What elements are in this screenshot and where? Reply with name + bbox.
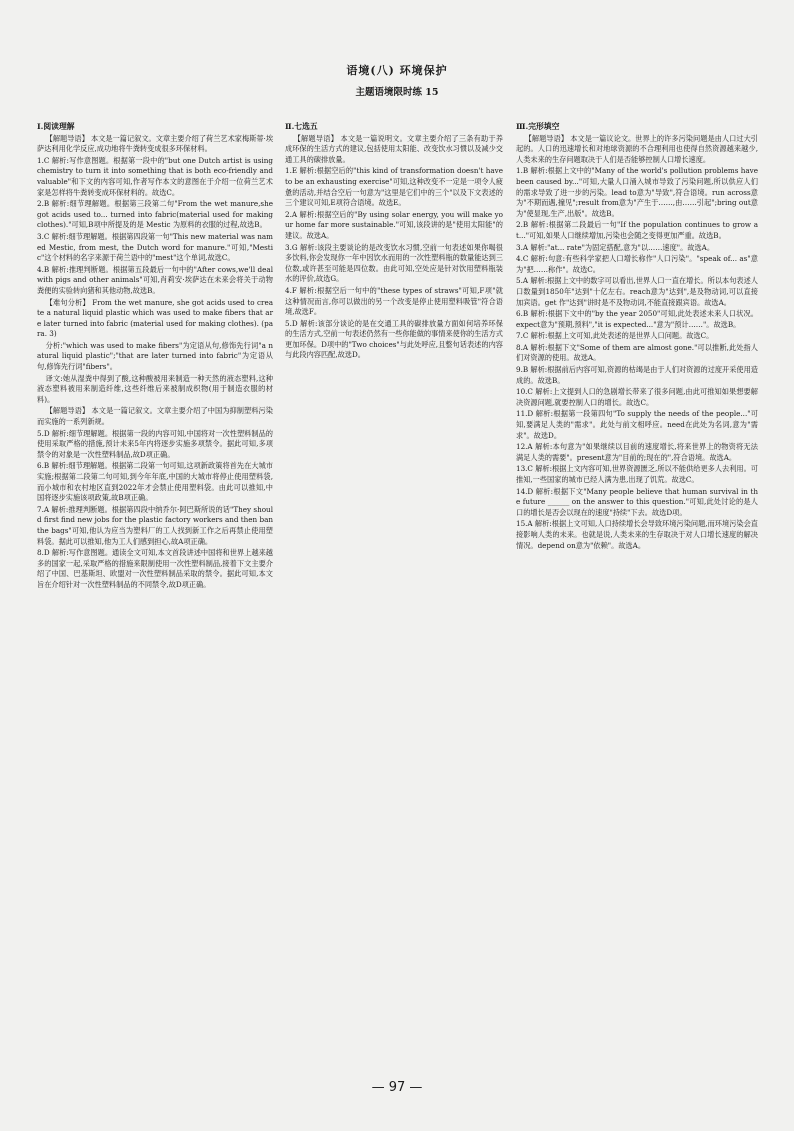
paragraph: 1.B 解析:根据上文中的"Many of the world's pollution problems have been caused by..."可知,大量人口涌入城市导致了污染问题,所以供应人们的需求导致了进一步的污染。lead to意为"导致",符合语境。run across意为"不期而遇,撞见";result from意为"产生于……,由……引起";bring out意为"使显现,生产,出版"。故选B。 <box>516 166 758 218</box>
paragraph: 2.B 解析:根据第二段最后一句"If the population continues to grow at..."可知,如果人口继续增加,污染也会随之变得更加严重。故选B。 <box>516 220 758 240</box>
paragraph: 8.D 解析:写作意图题。通读全文可知,本文首段讲述中国将和世界上越来越多的国家一起,采取严格的措施来限制使用一次性塑料制品,接着下文主要介绍了中国、巴基斯坦、欧盟对一次性塑料制品采取的禁令。据此可知,本文旨在介绍针对一次性塑料制品的不同禁令,故D项正确。 <box>37 548 273 589</box>
paragraph: 5.D 解析:细节理解题。根据第一段的内容可知,中国将对一次性塑料制品的使用采取严格的措施,预计未来5年内将逐步实施多项禁令。据此可知,多项禁令的对象是一次性塑料制品,故D项正确。 <box>37 428 273 459</box>
paragraph: 8.A 解析:根据下文"Some of them are almost gone."可以推断,此处指人们对资源的使用。故选A。 <box>516 342 758 363</box>
paragraph: 2.B 解析:细节理解题。根据第三段第二句"From the wet manure,she got acids used to... turned into fabric(material used for making clothes)."可知,B项中所提及的是 Mestic 为原料的衣服的过程,故选B。 <box>37 199 273 230</box>
paragraph: 3.G 解析:该段主要谈论的是改变饮水习惯,空前一句表述如果你喝很多饮料,你会发现你一年中因饮水而用的一次性塑料瓶的数量能达到三位数,或许甚至可能是四位数。由此可知,空处应是针对饮用塑料瓶装水的评价,故选G。 <box>285 242 503 284</box>
paragraph: 3.A 解析:"at... rate"为固定搭配,意为"以……速度"。故选A。 <box>516 242 715 252</box>
paragraph: 4.F 解析:根据空后一句中的"these types of straws"可知,F项"就这种情况而言,你可以做出的另一个改变是停止使用塑料吸管"符合语境,故选F。 <box>285 285 503 317</box>
paragraph: 1.E 解析:根据空后的"this kind of transformation doesn't have to be an exhausting exercise"可知,这种改变不一定是一项令人疲惫的活动,并结合空后一句意为"这里是它们中的三个"以及下文表述的三个建议可知,E项符合语境。故选E。 <box>285 166 503 208</box>
page-title: 语境(八) 环境保护 <box>346 64 448 77</box>
paragraph: 13.C 解析:根据上文内容可知,世界资源匮乏,所以不能供给更多人去利用。可推知,一些国家的城市已经人满为患,出现了饥荒。故选C。 <box>516 464 758 484</box>
paragraph: 4.C 解析:句意:有些科学家把人口增长称作"人口污染"。"speak of... as"意为"把……称作"。故选C。 <box>516 254 758 274</box>
paragraph: 15.A 解析:根据上文可知,人口持续增长会导致环境污染问题,而环境污染会直接影响人类的未来。也就是说,人类未来的生存取决于对人口增长速度的解决情况。depend on意为"依赖"。故选A。 <box>516 519 758 550</box>
column-seven-choose-five <box>285 122 503 362</box>
paragraph: 【解题导语】 本文是一篇议论文。世界上的许多污染问题是由人口过大引起的。人口的迅速增长和对地球资源的不合理利用也使得自然资源越来越少,人类未来的生存问题取决于人们是否能够控制人口增长速度。 <box>516 133 758 164</box>
paragraph: 5.A 解析:根据上文中的数字可以看出,世界人口一直在增长。所以本句表述人口数量到1850年"达到"十亿左右。reach意为"达到",是及物动词,可以直接加宾语。get 作"达到"讲时是不及物动词,不能直接跟宾语。故选A。 <box>516 276 758 307</box>
column-reading-comprehension <box>37 122 273 592</box>
paragraph: 3.C 解析:细节理解题。根据第四段第一句"This new material was named Mestic, from mest, the Dutch word for manure."可知,"Mestic"这个材料的名字来源于荷兰语中的"mest"这个单词,故选C。 <box>37 231 273 263</box>
paragraph: 【难句分析】 From the wet manure, she got acids used to create a natural liquid plastic which was used to make fibers that are later turned into fabric (material used for making clothes). (para. 3) <box>37 297 273 339</box>
section-heading: Ⅰ.阅读理解 <box>37 122 75 131</box>
paragraph: 译文:她从湿粪中得到了酸,这种酸被用来制造一种天然的液态塑料,这种液态塑料被用来制造纤维,这些纤维后来被制成织物(用于制造衣服的材料)。 <box>37 373 273 404</box>
paragraph: 2.A 解析:根据空后的"By using solar energy, you will make your home far more sustainable."可知,该段讲的是"使用太阳能"的建议。故选A。 <box>285 209 503 240</box>
column-cloze <box>516 122 758 552</box>
paragraph: 12.A 解析:本句意为"如果继续以目前的速度增长,将来世界上的物资将无法满足人类的需要"。present意为"目前的;现在的",符合语境。故选A。 <box>516 442 758 462</box>
paragraph: 7.A 解析:推理判断题。根据第四段中纳乔尔·阿巴斯所说的话"They should first find new jobs for the plastic factory workers and then ban the bags"可知,他认为应当为塑料厂的工人找到新工作之后再禁止使用塑料袋。据此可以推知,他为工人们感到担心,故A项正确。 <box>37 504 273 546</box>
paragraph: 【解题导语】 本文是一篇记叙文。文章主要介绍了中国为抑制塑料污染而实施的一系列新规。 <box>37 406 273 427</box>
paragraph: 11.D 解析:根据第一段第四句"To supply the needs of the people..."可知,要满足人类的"需求"。此处与前文相呼应。need在此处为名词,意为"需求"。故选D。 <box>516 409 758 440</box>
section-heading: Ⅱ.七选五 <box>285 122 318 131</box>
paragraph: 7.C 解析:根据上文可知,此处表述的是世界人口问题。故选C。 <box>516 331 714 341</box>
paragraph: 5.D 解析:该部分谈论的是在交通工具的碳排放量方面如何培养环保的生活方式,空前一句表述仍然有一些你能做的事情来使你的生活方式更加环保。D项中的"Two choices"与此处呼应,且整句话表述的内容与此段内容匹配,故选D。 <box>285 318 503 360</box>
paragraph: 【解题导语】 本文是一篇记叙文。文章主要介绍了荷兰艺术家梅斯蒂·埃萨达利用化学反应,成功地将牛粪转变成很多环保材料。 <box>37 133 274 154</box>
page-number: — 97 — <box>371 1080 423 1095</box>
paragraph: 14.D 解析:根据下文"Many people believe that human survival in the future ______ on the answer to this question."可知,此处讨论的是人口的增长是否会以现在的速度"持续"下去。故选D项。 <box>516 486 758 517</box>
paragraph: 6.B 解析:根据下文中的"by the year 2050"可知,此处表述未来人口状况。expect意为"预期,预料","it is expected..."意为"预计……"。故选B。 <box>516 309 758 329</box>
column-body <box>37 134 273 591</box>
paragraph: 分析:"which was used to make fibers"为定语从句,修饰先行词"a natural liquid plastic";"that are later turned into fabric"为定语从句,修饰先行词"fibers"。 <box>37 340 273 372</box>
paragraph: 9.B 解析:根据前后内容可知,资源的枯竭是由于人们对资源的过度开采使用造成的。故选B。 <box>516 365 758 385</box>
page-subtitle: 主题语境限时练 15 <box>355 87 439 98</box>
paragraph: 1.C 解析:写作意图题。根据第一段中的"but one Dutch artist is using chemistry to turn it into something that is both eco-friendly and valuable"和下文的内容可知,作者写作本文的意图在于介绍一位荷兰艺术家是怎样将牛粪转变成环保材料的。故选C。 <box>37 155 273 197</box>
paragraph: 【解题导语】 本文是一篇说明文。文章主要介绍了三条有助于养成环保的生活方式的建议,包括使用太阳能、改变饮水习惯以及减少交通工具的碳排放量。 <box>285 133 503 164</box>
column-body <box>516 134 758 552</box>
paragraph: 4.B 解析:推理判断题。根据第五段最后一句中的"After cows,we'll deal with pigs and other animals"可知,肖莉安·埃萨达在未来会将关于动物粪便的实验转向猪和其他动物,故选B。 <box>37 264 273 295</box>
section-heading: Ⅲ.完形填空 <box>516 122 560 131</box>
column-body <box>285 134 503 361</box>
page-header <box>0 62 794 98</box>
paragraph: 6.B 解析:细节理解题。根据第二段第一句可知,这项新政策将首先在大城市实施;根据第二段第二句可知,到今年年底,中国的大城市将停止使用塑料袋,而小城市和农村地区直到2022年才会禁止使用塑料袋。由此可以推知,中国将逐步实施该项政策,故B项正确。 <box>37 461 273 503</box>
paragraph: 10.C 解析:上文提到人口的急剧增长带来了很多问题,由此可推知如果想要解决资源问题,就要控制人口的增长。故选C。 <box>516 387 758 407</box>
